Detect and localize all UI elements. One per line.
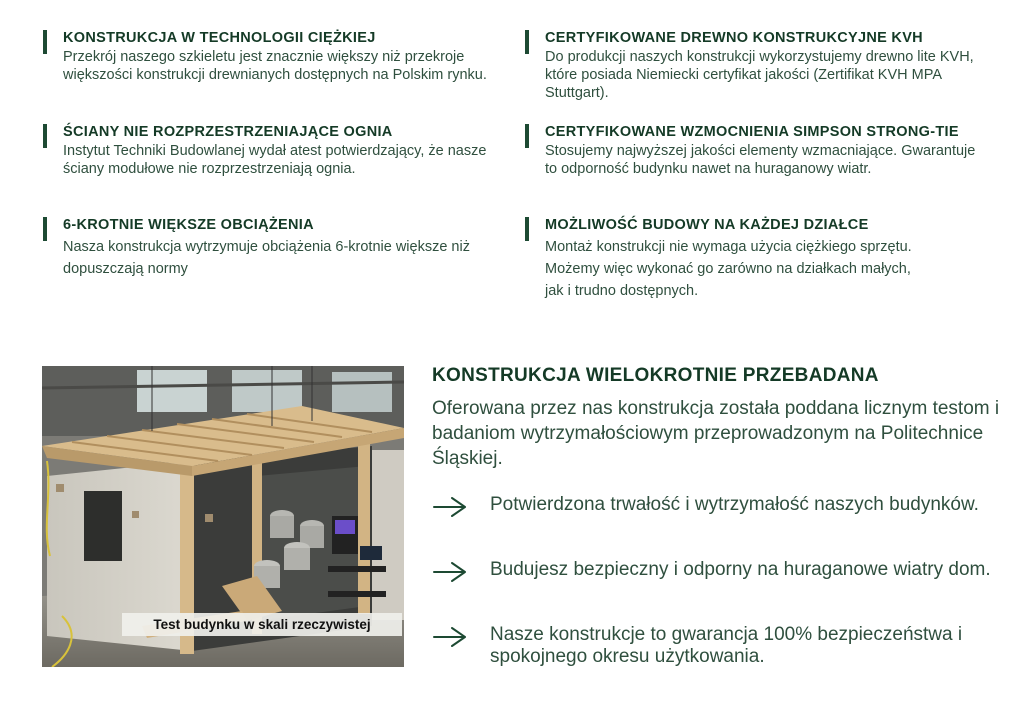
section-description: Oferowana przez nas konstrukcja została poddana licznym testom i badaniom wytrzymałościowym przeprowadzonym na Politechnice Śląskiej.	[432, 398, 1000, 469]
feature-text: Do produkcji naszych konstrukcji wykorzystujemy drewno lite KVH, które posiada Niemiecki certyfikat jakości (Zertifikat KVH MPA Stuttgart).	[545, 49, 974, 101]
feature-text: Stosujemy najwyższej jakości elementy wzmacniające. Gwarantuje to odporność budynku nawet na huraganowy wiatr.	[545, 143, 976, 177]
feature-title: ŚCIANY NIE ROZPRZESTRZENIAJĄCE OGNIA	[63, 124, 393, 140]
feature-simpson	[525, 123, 985, 178]
feature-bar-marker	[525, 217, 529, 241]
bullet-text: Potwierdzona trwałość i wytrzymałość naszych budynków.	[490, 494, 979, 515]
arrow-right-icon	[432, 561, 468, 583]
photo-caption: Test budynku w skali rzeczywistej	[122, 613, 402, 636]
feature-bar-marker	[525, 124, 529, 148]
feature-heavy-technology	[43, 29, 503, 84]
arrow-right-icon	[432, 496, 468, 518]
bullet-item	[432, 624, 1017, 668]
feature-title: CERTYFIKOWANE DREWNO KONSTRUKCYJNE KVH	[545, 30, 923, 46]
feature-bar-marker	[525, 30, 529, 54]
feature-title: 6-KROTNIE WIĘKSZE OBCIĄŻENIA	[63, 217, 314, 233]
feature-title: CERTYFIKOWANE WZMOCNIENIA SIMPSON STRONG-TIE	[545, 124, 959, 140]
feature-bar-marker	[43, 30, 47, 54]
bullet-item	[432, 559, 1017, 581]
feature-kvh-wood	[525, 29, 985, 102]
arrow-right-icon	[432, 626, 468, 648]
bullet-text: Budujesz bezpieczny i odporny na huraganowe wiatry dom.	[490, 559, 991, 580]
feature-title: KONSTRUKCJA W TECHNOLOGII CIĘŻKIEJ	[63, 30, 376, 46]
feature-text: Nasza konstrukcja wytrzymuje obciążenia 6-krotnie większe niż dopuszczają normy	[63, 239, 470, 277]
feature-title: MOŻLIWOŚĆ BUDOWY NA KAŻDEJ DZIAŁCE	[545, 217, 869, 233]
feature-any-plot	[525, 216, 925, 302]
feature-load	[43, 216, 483, 280]
bullet-item	[432, 494, 1017, 516]
feature-text: Przekrój naszego szkieletu jest znacznie większy niż przekroje większości konstrukcji drewnianych dostępnych na Polskim rynku.	[63, 49, 487, 83]
feature-fire-walls	[43, 123, 503, 178]
feature-bar-marker	[43, 124, 47, 148]
feature-text: Montaż konstrukcji nie wymaga użycia ciężkiego sprzętu. Możemy więc wykonać go zarówno na działkach małych, jak i trudno dostępnych.	[545, 239, 912, 299]
feature-bar-marker	[43, 217, 47, 241]
bullet-text: Nasze konstrukcje to gwarancja 100% bezpieczeństwa i spokojnego okresu użytkowania.	[490, 624, 963, 667]
section-title: KONSTRUKCJA WIELOKROTNIE PRZEBADANA	[432, 365, 879, 386]
feature-text: Instytut Techniki Budowlanej wydał atest potwierdzający, że nasze ściany modułowe nie rozprzestrzeniają ognia.	[63, 143, 487, 177]
